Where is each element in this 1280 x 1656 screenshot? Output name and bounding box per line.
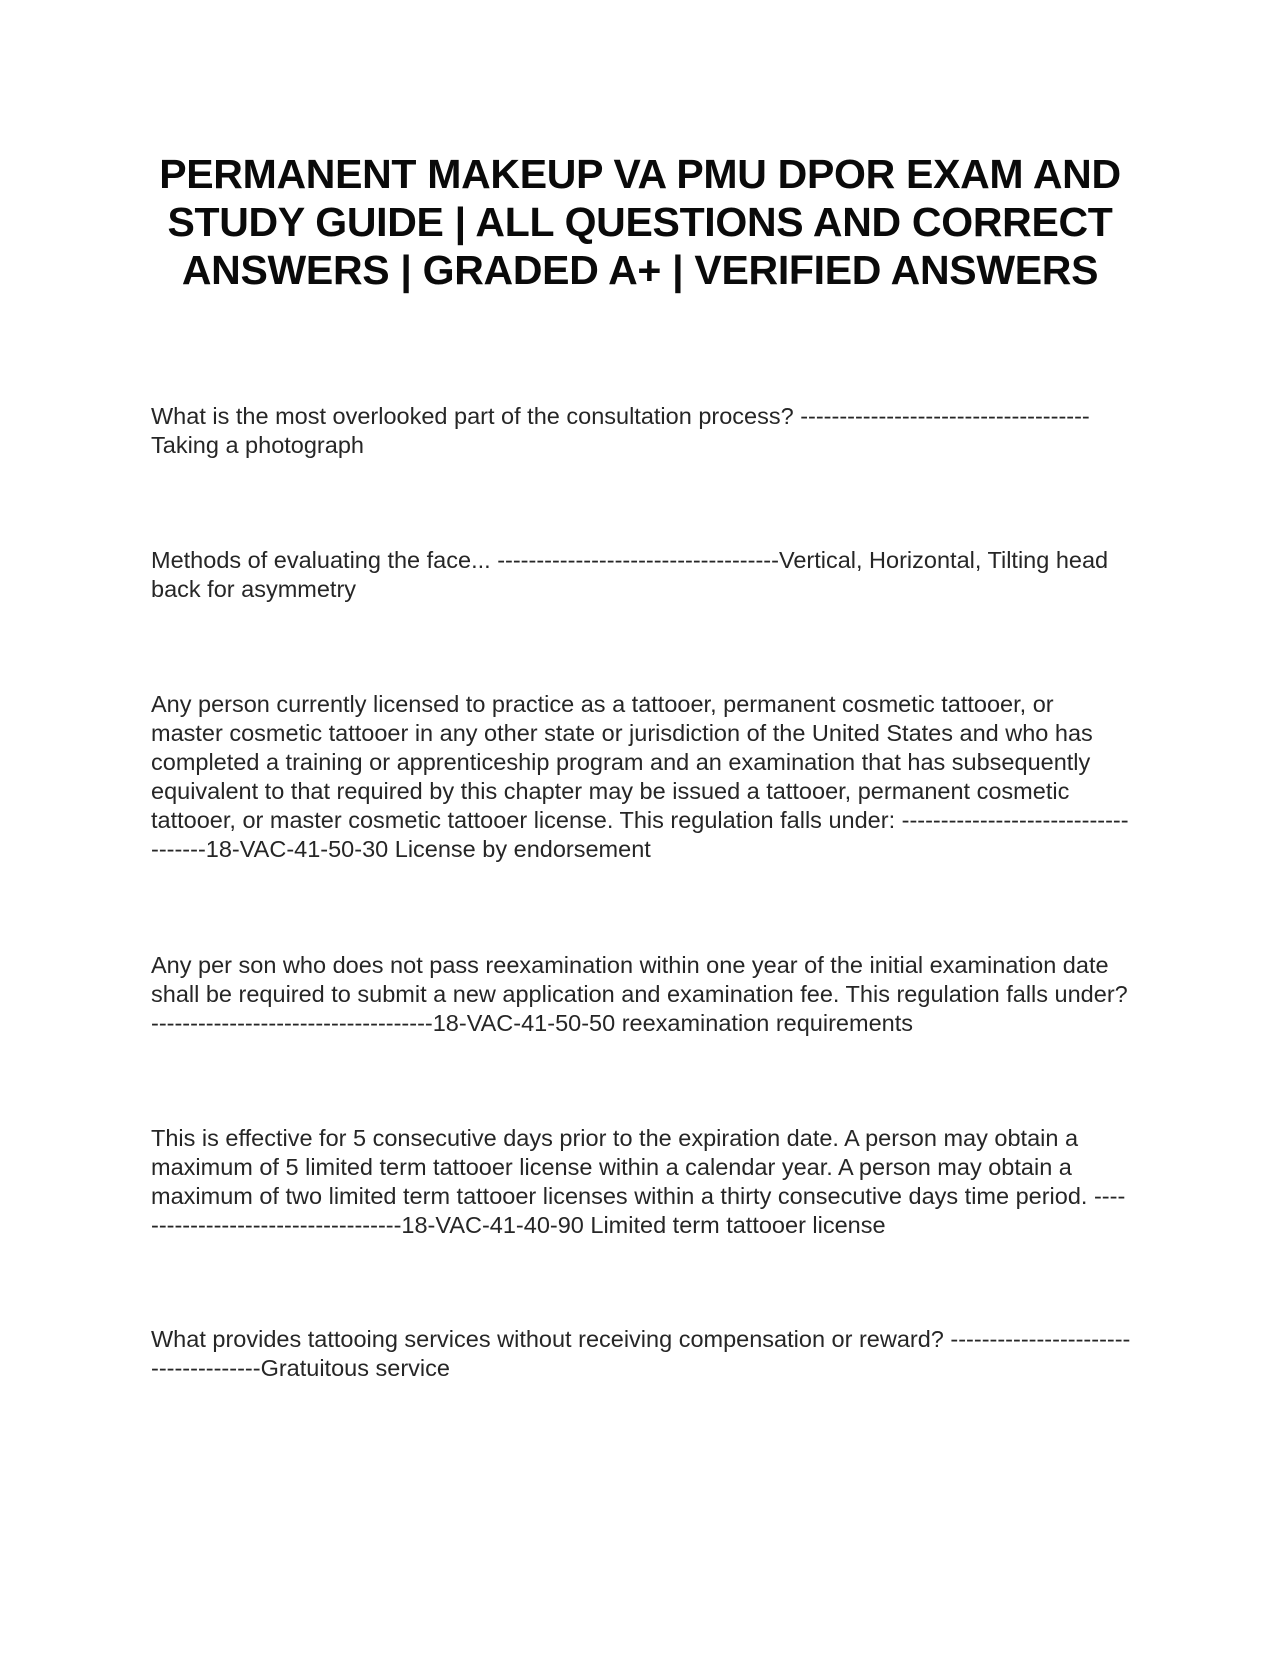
answer-text: Gratuitous service (260, 1355, 450, 1381)
answer-text: Taking a photograph (151, 432, 364, 458)
answer-separator: ------------------------------------ (151, 807, 1129, 862)
qa-item (151, 951, 1131, 1038)
qa-item (151, 1124, 1131, 1240)
question-text: This is effective for 5 consecutive days prior to the expiration date. A person may obtain a maximum of 5 limited term tattooer license within a calendar year. A person may obtain a maximum of two limited term tattooer licenses within a thirty consecutive days time period. (151, 1125, 1094, 1209)
qa-item (151, 1325, 1131, 1383)
question-text: What provides tattooing services without receiving compensation or reward? (151, 1326, 951, 1352)
question-text: Any per son who does not pass reexamination within one year of the initial examination date shall be required to submit a new application and examination fee. This regulation falls under? (151, 952, 1128, 1007)
answer-separator: ------------------------------------ (151, 1010, 433, 1036)
question-text: Methods of evaluating the face... (151, 547, 498, 573)
question-text: What is the most overlooked part of the consultation process? (151, 403, 801, 429)
document-title: PERMANENT MAKEUP VA PMU DPOR EXAM AND STUDY GUIDE | ALL QUESTIONS AND CORRECT ANSWERS | GRADED A+ | VERIFIED ANSWERS (159, 151, 1121, 293)
answer-separator: ------------------------------------- (151, 1326, 1131, 1381)
qa-item (151, 546, 1131, 604)
answer-text: Vertical, Horizontal, Tilting head back for asymmetry (151, 547, 1109, 602)
answer-text: 18-VAC-41-40-90 Limited term tattooer license (401, 1212, 886, 1238)
answer-text: 18-VAC-41-50-50 reexamination requirements (432, 1010, 913, 1036)
qa-item (151, 690, 1131, 864)
qa-item (151, 402, 1131, 460)
answer-separator: ------------------------------------ (497, 547, 779, 573)
answer-text: 18-VAC-41-50-30 License by endorsement (205, 836, 651, 862)
answer-separator: ------------------------------------ (151, 1183, 1126, 1238)
question-text: Any person currently licensed to practice as a tattooer, permanent cosmetic tattooer, or master cosmetic tattooer in any other state or jurisdiction of the United States and who has completed a training or apprenticeship program and an examination that has subsequently equivalent to that required by this chapter may be issued a tattooer, permanent cosmetic tattooer, or master cosmetic tattooer license. This regulation falls under: (151, 691, 1093, 833)
answer-separator: ------------------------------------- (800, 403, 1090, 429)
